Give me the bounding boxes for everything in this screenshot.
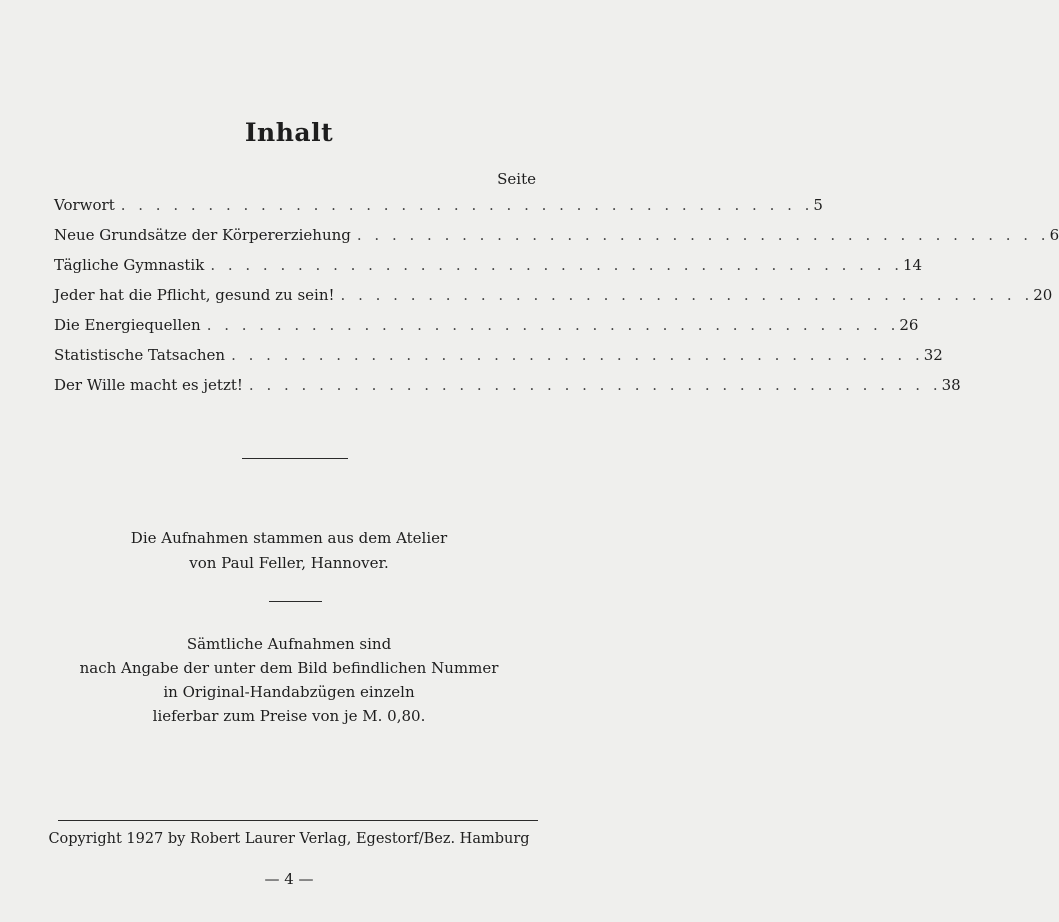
ordering-note-line: Sämtliche Aufnahmen sind xyxy=(186,635,392,653)
footer-rule xyxy=(58,820,538,821)
toc-entry-page: 38 xyxy=(941,376,961,394)
page-title: Inhalt xyxy=(244,118,334,147)
section-divider xyxy=(242,458,348,459)
toc-entry-page: 26 xyxy=(899,316,919,334)
photo-credit-line: von Paul Feller, Hannover. xyxy=(189,554,389,572)
toc-entry xyxy=(54,346,943,376)
toc-entry-title: Vorwort xyxy=(54,196,121,214)
toc-leader-dots: . . . . . . . . . . . . . . . . . . . . . . . . . . . . . . . . . . . . . . . . xyxy=(210,256,904,274)
photo-credit-line: Die Aufnahmen stammen aus dem Atelier xyxy=(130,529,448,547)
ordering-note xyxy=(0,632,578,728)
toc-entry xyxy=(54,196,823,226)
copyright-notice: Copyright 1927 by Robert Laurer Verlag, Egestorf/Bez. Hamburg xyxy=(48,831,530,847)
toc-leader-dots: . . . . . . . . . . . . . . . . . . . . . . . . . . . . . . . . . . . . . . . . xyxy=(231,346,924,364)
toc-leader-dots: . . . . . . . . . . . . . . . . . . . . . . . . . . . . . . . . . . . . . . . . xyxy=(120,196,814,214)
toc-entry-page: 14 xyxy=(903,256,923,274)
toc-entry-title: Jeder hat die Pflicht, gesund zu sein! xyxy=(54,286,341,304)
section-divider xyxy=(269,601,322,602)
photo-credit xyxy=(0,526,578,576)
ordering-note-line: nach Angabe der unter dem Bild befindlichen Nummer xyxy=(79,659,499,677)
toc-page-column-header: Seite xyxy=(497,170,536,188)
toc-entry xyxy=(54,286,1053,316)
toc-entry xyxy=(54,226,1059,256)
toc-entry-page: 32 xyxy=(923,346,943,364)
ordering-note-line: lieferbar zum Preise von je M. 0,80. xyxy=(152,707,426,725)
toc-entry-page: 6 xyxy=(1049,226,1059,244)
toc-entry xyxy=(54,376,961,406)
toc-entry-title: Tägliche Gymnastik xyxy=(54,256,210,274)
toc-entry-title: Statistische Tatsachen xyxy=(54,346,231,364)
toc-leader-dots: . . . . . . . . . . . . . . . . . . . . . . . . . . . . . . . . . . . . . . . . xyxy=(340,286,1034,304)
toc-leader-dots: . . . . . . . . . . . . . . . . . . . . . . . . . . . . . . . . . . . . . . . . xyxy=(206,316,900,334)
toc-entry xyxy=(54,256,923,286)
ordering-note-line: in Original-Handabzügen einzeln xyxy=(163,683,415,701)
toc-entry-page: 20 xyxy=(1033,286,1053,304)
toc-leader-dots: . . . . . . . . . . . . . . . . . . . . . . . . . . . . . . . . . . . . . . . . xyxy=(248,376,942,394)
toc-entry-title: Die Energiequellen xyxy=(54,316,207,334)
toc-entry-title: Neue Grundsätze der Körpererziehung xyxy=(54,226,357,244)
toc-entry-page: 5 xyxy=(813,196,823,214)
toc-entry-title: Der Wille macht es jetzt! xyxy=(54,376,249,394)
page-number: — 4 — xyxy=(264,870,314,888)
table-of-contents xyxy=(54,196,1059,406)
toc-entry xyxy=(54,316,919,346)
toc-leader-dots: . . . . . . . . . . . . . . . . . . . . . . . . . . . . . . . . . . . . . . . . xyxy=(356,226,1050,244)
